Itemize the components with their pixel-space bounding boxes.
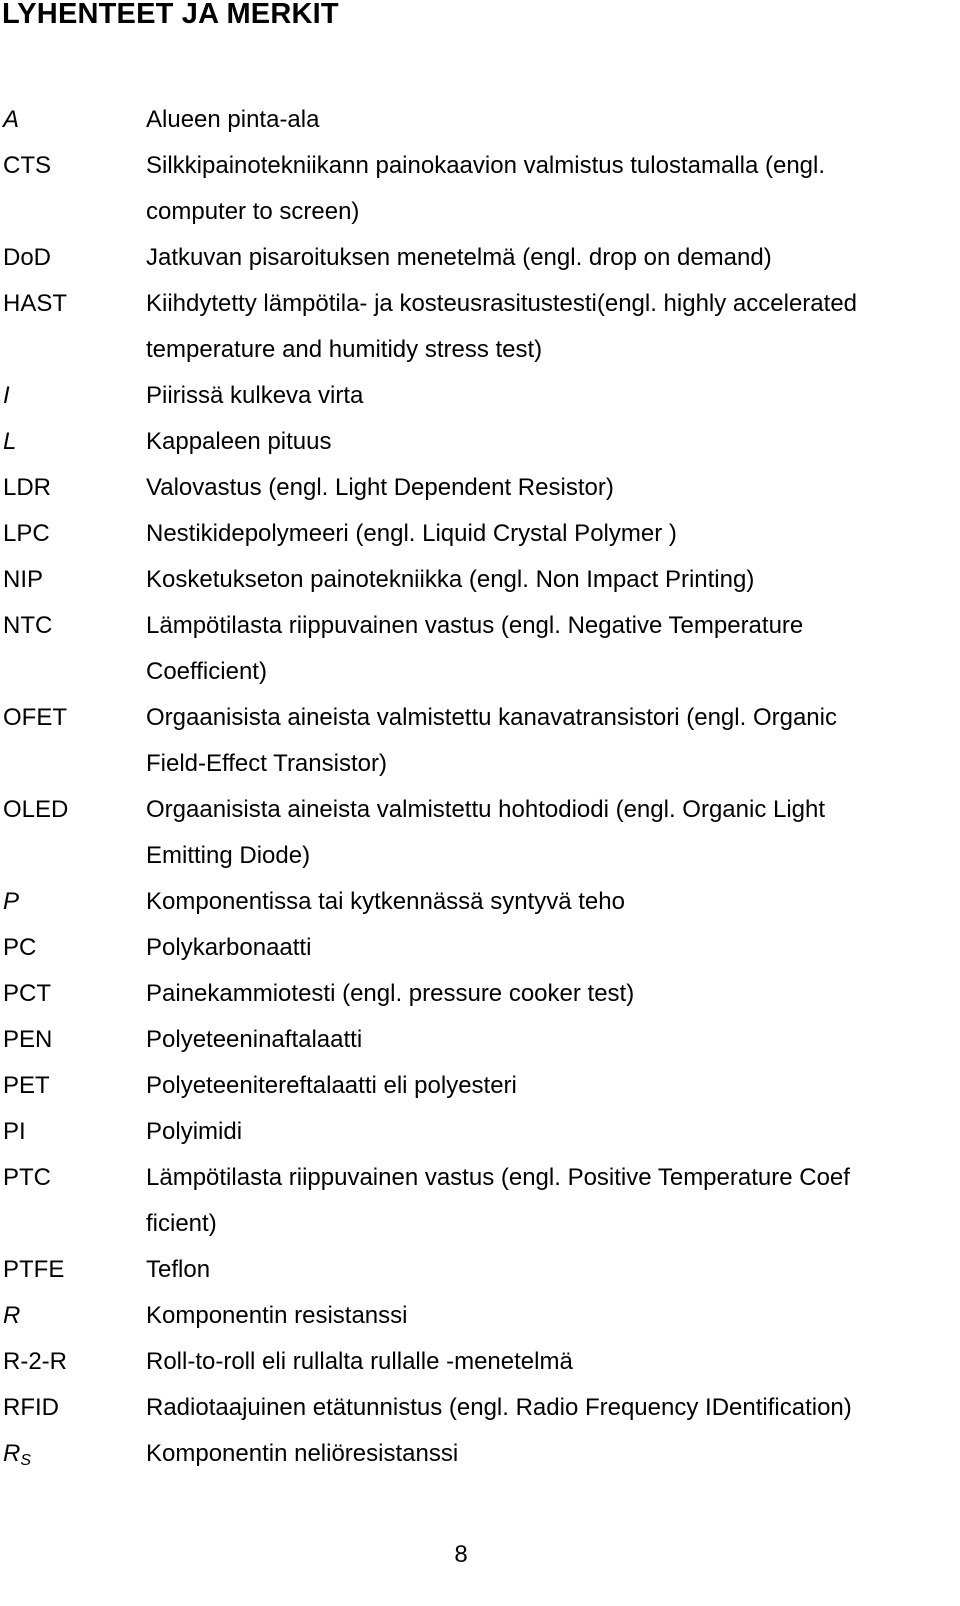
abbreviation-definition: Polykarbonaatti: [146, 934, 312, 961]
page-title: LYHENTEET JA MERKIT: [2, 0, 339, 30]
abbreviation-subscript: S: [20, 1452, 32, 1469]
abbreviation-symbol: HAST: [3, 290, 68, 317]
abbreviation-term: [0, 1293, 146, 1339]
abbreviation-entry: [0, 419, 960, 465]
abbreviation-term: [0, 925, 146, 971]
abbreviation-term: [0, 97, 146, 143]
abbreviation-definition: Jatkuvan pisaroituksen menetelmä (engl. drop on demand): [146, 244, 772, 271]
abbreviation-entry: [0, 925, 960, 971]
abbreviation-definition: Polyeteenitereftalaatti eli polyesteri: [146, 1072, 517, 1099]
abbreviation-term: [0, 1017, 146, 1063]
abbreviation-entry: [0, 603, 960, 695]
abbreviation-symbol: LDR: [3, 474, 52, 501]
abbreviation-entry: [0, 787, 960, 879]
abbreviation-definition: Teflon: [146, 1256, 211, 1283]
abbreviation-term: [0, 695, 146, 741]
abbreviation-definition: Valovastus (engl. Light Dependent Resistor): [146, 474, 614, 501]
abbreviation-entry: [0, 1247, 960, 1293]
abbreviation-definition: Komponentissa tai kytkennässä syntyvä teho: [146, 888, 625, 915]
abbreviation-definition: Roll-to-roll eli rullalta rullalle -menetelmä: [146, 1348, 573, 1375]
abbreviation-term: [0, 143, 146, 189]
abbreviation-definition: Nestikidepolymeeri (engl. Liquid Crystal Polymer ): [146, 520, 677, 547]
abbreviation-symbol: R: [3, 1440, 21, 1467]
abbreviation-entry: [0, 971, 960, 1017]
abbreviation-definition: Polyimidi: [146, 1118, 243, 1145]
abbreviation-symbol: PET: [3, 1072, 50, 1099]
abbreviation-entry: [0, 511, 960, 557]
abbreviation-term: [0, 1247, 146, 1293]
abbreviation-term: [0, 1063, 146, 1109]
abbreviation-list: [0, 97, 960, 1477]
abbreviation-term: [0, 1155, 146, 1201]
abbreviation-symbol: P: [3, 888, 20, 915]
abbreviation-definition: Painekammiotesti (engl. pressure cooker test): [146, 980, 635, 1007]
abbreviation-entry: [0, 1155, 960, 1247]
abbreviation-symbol: NTC: [3, 612, 53, 639]
abbreviation-term: [0, 511, 146, 557]
abbreviation-term: [0, 971, 146, 1017]
abbreviation-definition: Kosketukseton painotekniikka (engl. Non Impact Printing): [146, 566, 755, 593]
abbreviation-symbol: I: [3, 382, 10, 409]
abbreviation-entry: [0, 557, 960, 603]
abbreviation-entry: [0, 1339, 960, 1385]
abbreviation-definition: Komponentin neliöresistanssi: [146, 1440, 459, 1467]
abbreviation-symbol: OLED: [3, 796, 69, 823]
abbreviation-term: [0, 465, 146, 511]
abbreviation-entry: [0, 281, 960, 373]
abbreviation-definition: Orgaanisista aineista valmistettu hohtodiodi (engl. Organic Light Emitting Diode): [146, 796, 826, 869]
abbreviation-term: [0, 1385, 146, 1431]
abbreviation-entry: [0, 373, 960, 419]
abbreviation-symbol: RFID: [3, 1394, 59, 1421]
abbreviation-entry: [0, 879, 960, 925]
abbreviation-term: [0, 1431, 146, 1477]
abbreviation-definition: Komponentin resistanssi: [146, 1302, 408, 1329]
abbreviation-term: [0, 557, 146, 603]
abbreviation-symbol: PTFE: [3, 1256, 65, 1283]
abbreviation-symbol: NIP: [3, 566, 44, 593]
abbreviation-term: [0, 281, 146, 327]
abbreviation-term: [0, 879, 146, 925]
abbreviation-definition: Lämpötilasta riippuvainen vastus (engl. Positive Temperature Coef ficient): [146, 1164, 850, 1237]
abbreviation-symbol: CTS: [3, 152, 51, 179]
abbreviation-entry: [0, 235, 960, 281]
abbreviation-symbol: A: [3, 106, 20, 133]
abbreviation-term: [0, 1109, 146, 1155]
abbreviation-term: [0, 787, 146, 833]
abbreviation-entry: [0, 97, 960, 143]
abbreviation-symbol: PC: [3, 934, 37, 961]
abbreviation-entry: [0, 1063, 960, 1109]
abbreviation-definition: Lämpötilasta riippuvainen vastus (engl. Negative Temperature Coefficient): [146, 612, 804, 685]
abbreviation-symbol: R: [3, 1302, 21, 1329]
abbreviation-definition: Kiihdytetty lämpötila- ja kosteusrasitustesti(engl. highly accelerated temperature and humitidy stress test): [146, 290, 858, 363]
abbreviation-term: [0, 603, 146, 649]
abbreviation-definition: Kappaleen pituus: [146, 428, 332, 455]
abbreviation-definition: Polyeteeninaftalaatti: [146, 1026, 363, 1053]
abbreviation-entry: [0, 1293, 960, 1339]
abbreviation-term: [0, 1339, 146, 1385]
abbreviation-entry: [0, 143, 960, 235]
abbreviation-symbol: PEN: [3, 1026, 53, 1053]
abbreviation-entry: [0, 1385, 960, 1431]
abbreviation-symbol: R-2-R: [3, 1348, 67, 1375]
abbreviation-symbol: OFET: [3, 704, 67, 731]
abbreviation-entry: [0, 1017, 960, 1063]
abbreviation-symbol: DoD: [3, 244, 52, 271]
abbreviation-definition: Orgaanisista aineista valmistettu kanavatransistori (engl. Organic Field-Effect Transistor): [146, 704, 837, 777]
abbreviation-symbol: PI: [3, 1118, 26, 1145]
abbreviation-term: [0, 373, 146, 419]
abbreviation-symbol: PTC: [3, 1164, 51, 1191]
abbreviation-symbol: LPC: [3, 520, 50, 547]
page-number: 8: [454, 1541, 468, 1568]
abbreviation-definition: Radiotaajuinen etätunnistus (engl. Radio Frequency IDentification): [146, 1394, 852, 1421]
abbreviation-definition: Piirissä kulkeva virta: [146, 382, 364, 409]
abbreviation-term: [0, 235, 146, 281]
abbreviation-entry: [0, 1431, 960, 1477]
abbreviation-entry: [0, 1109, 960, 1155]
abbreviation-symbol: L: [3, 428, 17, 455]
abbreviation-definition: Alueen pinta-ala: [146, 106, 320, 133]
abbreviation-entry: [0, 695, 960, 787]
abbreviation-entry: [0, 465, 960, 511]
abbreviation-term: [0, 419, 146, 465]
abbreviation-definition: Silkkipainotekniikann painokaavion valmistus tulostamalla (engl. computer to screen): [146, 152, 826, 225]
abbreviation-symbol: PCT: [3, 980, 51, 1007]
